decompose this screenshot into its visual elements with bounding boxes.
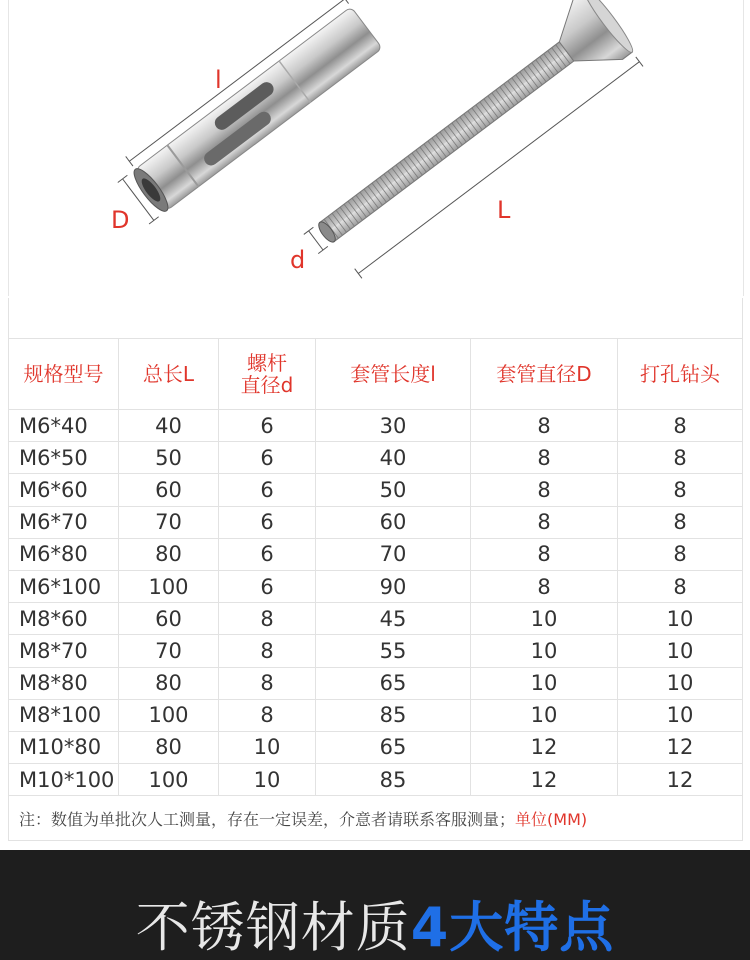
table-row <box>9 635 743 667</box>
cell-model: M6*40 <box>9 410 119 442</box>
table-cell: 40 <box>316 442 471 474</box>
table-cell: 8 <box>219 667 316 699</box>
table-cell: 65 <box>316 667 471 699</box>
unit-label: 单位(MM) <box>515 809 588 829</box>
table-cell: 85 <box>316 764 471 796</box>
table-cell: 8 <box>471 442 618 474</box>
table-cell: 80 <box>119 667 219 699</box>
table-spacer-row <box>9 298 743 339</box>
table-cell: 10 <box>618 667 743 699</box>
table-row <box>9 474 743 506</box>
table-cell: 12 <box>618 764 743 796</box>
table-cell: 12 <box>618 731 743 763</box>
table-cell: 8 <box>219 635 316 667</box>
cell-model: M10*100 <box>9 764 119 796</box>
cell-model: M10*80 <box>9 731 119 763</box>
table-cell: 8 <box>219 699 316 731</box>
dimension-label-sleeve-length: l <box>215 66 222 94</box>
table-cell: 10 <box>471 699 618 731</box>
banner-title <box>0 896 750 960</box>
banner-title-plain: 不锈钢材质 <box>135 896 411 959</box>
header-sleeve-length: 套管长度l <box>316 339 471 410</box>
cell-model: M6*60 <box>9 474 119 506</box>
table-row <box>9 699 743 731</box>
table-cell: 45 <box>316 603 471 635</box>
dimension-label-sleeve-diameter: D <box>111 206 130 234</box>
table-cell: 8 <box>471 410 618 442</box>
table-cell: 10 <box>618 699 743 731</box>
table-cell: 8 <box>471 570 618 602</box>
spec-table <box>8 298 743 841</box>
table-cell: 55 <box>316 635 471 667</box>
table-cell: 8 <box>471 474 618 506</box>
cell-model: M6*50 <box>9 442 119 474</box>
table-cell: 10 <box>219 764 316 796</box>
table-cell: 10 <box>471 667 618 699</box>
table-cell: 70 <box>119 635 219 667</box>
banner-title-highlight: 4大特点 <box>410 896 615 959</box>
table-row <box>9 570 743 602</box>
cell-model: M8*80 <box>9 667 119 699</box>
table-cell: 8 <box>618 506 743 538</box>
cell-model: M6*100 <box>9 570 119 602</box>
table-header-row <box>9 339 743 410</box>
table-cell: 50 <box>119 442 219 474</box>
header-sleeve-diameter: 套管直径D <box>471 339 618 410</box>
anchor-bolt-diagram <box>8 0 744 296</box>
table-cell: 8 <box>471 506 618 538</box>
table-cell: 12 <box>471 764 618 796</box>
cell-model: M8*70 <box>9 635 119 667</box>
table-row <box>9 442 743 474</box>
table-cell: 8 <box>471 538 618 570</box>
table-cell: 40 <box>119 410 219 442</box>
table-cell: 8 <box>219 603 316 635</box>
table-cell: 100 <box>119 570 219 602</box>
table-cell: 6 <box>219 410 316 442</box>
table-cell: 8 <box>618 474 743 506</box>
table-row <box>9 603 743 635</box>
table-cell: 70 <box>119 506 219 538</box>
table-cell: 8 <box>618 538 743 570</box>
cell-model: M8*100 <box>9 699 119 731</box>
header-total-length: 总长L <box>119 339 219 410</box>
table-cell: 60 <box>119 474 219 506</box>
table-cell: 80 <box>119 731 219 763</box>
header-bolt-diameter: 螺杆 直径d <box>219 339 316 410</box>
table-cell: 80 <box>119 538 219 570</box>
cell-model: M6*70 <box>9 506 119 538</box>
table-row <box>9 538 743 570</box>
table-cell: 100 <box>119 699 219 731</box>
table-row <box>9 764 743 796</box>
table-cell: 30 <box>316 410 471 442</box>
table-cell: 12 <box>471 731 618 763</box>
table-cell: 100 <box>119 764 219 796</box>
sleeve-shape <box>108 0 382 224</box>
table-cell: 60 <box>316 506 471 538</box>
table-cell: 60 <box>119 603 219 635</box>
table-note-row <box>9 796 743 841</box>
table-row <box>9 410 743 442</box>
cell-model: M8*60 <box>9 603 119 635</box>
bolt-illustration <box>9 0 743 296</box>
table-cell: 90 <box>316 570 471 602</box>
table-cell: 10 <box>219 731 316 763</box>
table-cell: 85 <box>316 699 471 731</box>
table-cell: 6 <box>219 506 316 538</box>
header-drill-bit: 打孔钻头 <box>618 339 743 410</box>
table-row <box>9 667 743 699</box>
features-banner <box>0 850 750 960</box>
table-row <box>9 731 743 763</box>
cell-model: M6*80 <box>9 538 119 570</box>
table-cell: 6 <box>219 538 316 570</box>
table-cell: 8 <box>618 410 743 442</box>
table-body <box>9 410 743 796</box>
table-cell: 10 <box>618 603 743 635</box>
table-cell: 6 <box>219 570 316 602</box>
measurement-note: 注：数值为单批次人工测量，存在一定误差，介意者请联系客服测量；单位(MM) <box>9 796 743 841</box>
table-cell: 10 <box>471 635 618 667</box>
table-cell: 6 <box>219 442 316 474</box>
dimension-label-total-length: L <box>497 196 511 224</box>
table-cell: 8 <box>618 442 743 474</box>
table-cell: 6 <box>219 474 316 506</box>
header-model: 规格型号 <box>9 339 119 410</box>
table-cell: 10 <box>618 635 743 667</box>
table-cell: 8 <box>618 570 743 602</box>
table-cell: 10 <box>471 603 618 635</box>
table-cell: 70 <box>316 538 471 570</box>
dimension-label-bolt-diameter: d <box>290 246 306 274</box>
table-cell: 50 <box>316 474 471 506</box>
table-cell: 65 <box>316 731 471 763</box>
table-row <box>9 506 743 538</box>
